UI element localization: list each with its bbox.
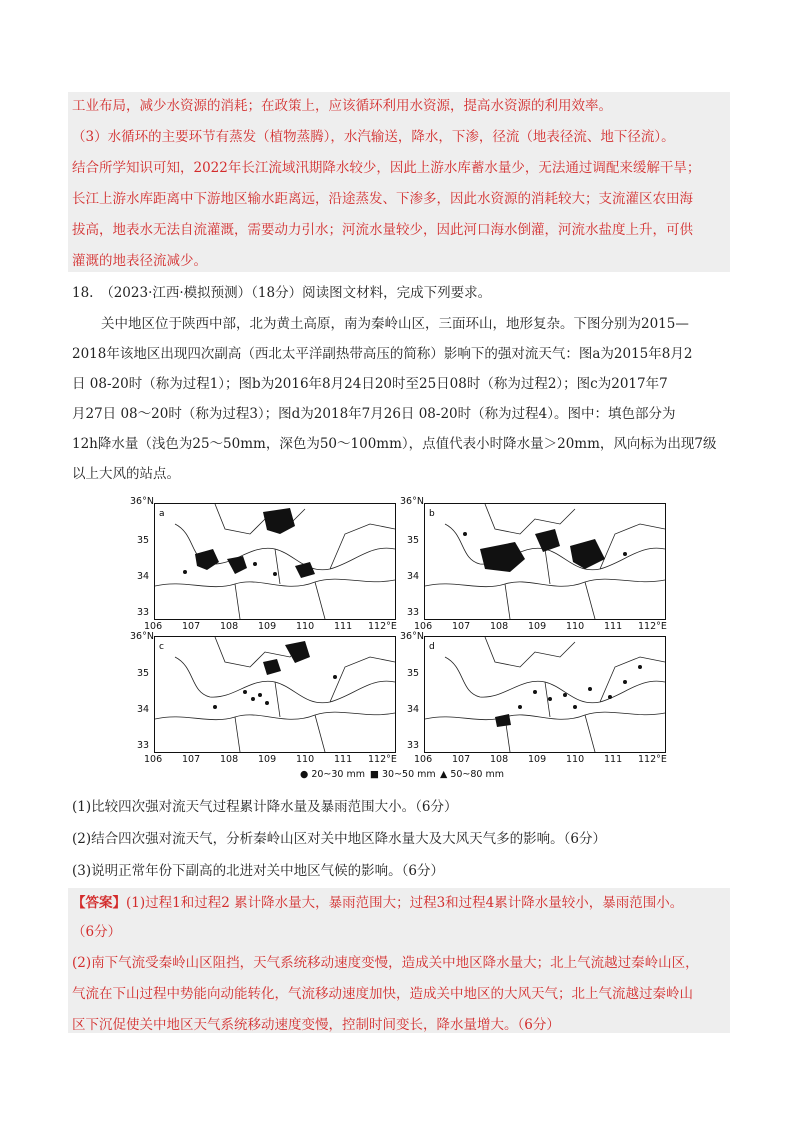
lat-tick: 33: [137, 607, 150, 618]
lon-tick: 110: [296, 621, 315, 632]
lon-tick: 107: [452, 754, 471, 765]
lon-tick: 109: [528, 621, 547, 632]
lon-tick: 112°E: [368, 754, 397, 765]
lon-tick: 112°E: [368, 621, 397, 632]
answer-line: （6分）: [72, 924, 122, 940]
lon-tick: 107: [182, 754, 201, 765]
lon-tick: 111: [604, 621, 623, 632]
legend-label: 50~80 mm: [450, 769, 504, 780]
legend-square: ■ 30~50 mm: [370, 769, 436, 780]
map-d-svg: [425, 637, 665, 752]
lon-tick: 112°E: [638, 621, 667, 632]
legend-label: 30~50 mm: [382, 769, 436, 780]
lat-tick: 34: [407, 571, 420, 582]
lat-tick: 33: [407, 740, 420, 751]
subquestion-3: (3)说明正常年份下副高的北进对关中地区气候的影响。（6分）: [72, 863, 444, 879]
lon-tick: 110: [566, 621, 585, 632]
lon-tick: 106: [414, 621, 433, 632]
map-b-lat-36: 36°N: [400, 496, 424, 507]
subquestion-1: (1)比较四次强对流天气过程累计降水量及暴雨范围大小。（6分）: [72, 799, 458, 815]
material-line: 2018年该地区出现四次副高（西北太平洋副热带高压的简称）影响下的强对流天气：图a为2015年8月2: [72, 346, 693, 362]
lon-tick: 106: [144, 754, 163, 765]
map-d-lat-36: 36°N: [400, 631, 424, 642]
lon-tick: 109: [258, 621, 277, 632]
prev-answer-line: 长江上游水库距离中下游地区输水距离远，沿途蒸发、下渗多，因此水资源的消耗较大；支流灌区农田海: [72, 191, 693, 207]
precipitation-maps-figure: [130, 493, 670, 783]
prev-answer-line: 工业布局，减少水资源的消耗；在政策上，应该循环利用水资源，提高水资源的利用效率。: [72, 98, 612, 114]
material-line: 以上大风的站点。: [72, 466, 180, 482]
answer-tag: 【答案】: [72, 895, 126, 911]
answer-text: (1)过程1和过程2 累计降水量大，暴雨范围大；过程3和过程4累计降水量较小，暴雨范围小。: [126, 895, 684, 911]
lat-tick: 34: [407, 704, 420, 715]
answer-line: 区下沉促使关中地区天气系统移动速度变慢，控制时间变长，降水量增大。（6分）: [72, 1017, 560, 1033]
map-a-svg: [155, 504, 395, 619]
lon-tick: 111: [334, 754, 353, 765]
lat-tick: 35: [407, 668, 420, 679]
lat-tick: 34: [137, 571, 150, 582]
map-b-svg: [425, 504, 665, 619]
material-line: 12h降水量（浅色为25～50mm，深色为50～100mm），点值代表小时降水量＞20mm，风向标为出现7级: [72, 436, 717, 452]
lon-tick: 109: [528, 754, 547, 765]
lon-tick: 111: [334, 621, 353, 632]
map-panel-label: c: [159, 642, 164, 652]
lat-tick: 33: [407, 607, 420, 618]
map-panel-label: b: [429, 509, 435, 519]
legend-label: 20~30 mm: [311, 769, 365, 780]
lat-tick: 35: [137, 535, 150, 546]
prev-answer-line: 灌溉的地表径流减少。: [72, 253, 207, 269]
material-line: 日 08-20时（称为过程1）；图b为2016年8月24日20时至25日08时（称为过程2）；图c为2017年7: [72, 376, 668, 392]
map-panel-label: d: [429, 642, 435, 652]
lon-tick: 110: [566, 754, 585, 765]
lon-tick: 108: [490, 754, 509, 765]
lon-tick: 107: [182, 621, 201, 632]
question-header: 18. （2023·江西·模拟预测）（18分）阅读图文材料，完成下列要求。: [72, 285, 492, 301]
lon-tick: 108: [490, 621, 509, 632]
lat-tick: 35: [407, 535, 420, 546]
lon-tick: 108: [220, 754, 239, 765]
map-c-lat-36: 36°N: [130, 631, 154, 642]
prev-answer-line: （3）水循环的主要环节有蒸发（植物蒸腾），水汽输送，降水，下渗，径流（地表径流、地下径流）。: [72, 129, 675, 145]
lat-tick: 34: [137, 704, 150, 715]
lon-tick: 109: [258, 754, 277, 765]
map-panel-a: [154, 503, 396, 620]
map-panel-b: [424, 503, 666, 620]
lon-tick: 112°E: [638, 754, 667, 765]
legend-circle: ● 20~30 mm: [300, 769, 365, 780]
answer-line: 气流在下山过程中势能向动能转化，气流移动速度加快，造成关中地区的大风天气；北上气流越过秦岭山: [72, 986, 693, 1002]
prev-answer-line: 结合所学知识可知，2022年长江流域汛期降水较少，因此上游水库蓄水量少，无法通过调配来缓解干旱；: [72, 160, 701, 176]
lat-tick: 35: [137, 668, 150, 679]
lon-tick: 107: [452, 621, 471, 632]
map-panel-d: [424, 636, 666, 753]
material-line: 关中地区位于陕西中部，北为黄土高原，南为秦岭山区，三面环山，地形复杂。下图分别为2015—: [101, 316, 689, 332]
lat-tick: 33: [137, 740, 150, 751]
map-panel-label: a: [159, 509, 165, 519]
material-line: 月27日 08～20时（称为过程3）；图d为2018年7月26日 08-20时（称为过程4）。图中：填色部分为: [72, 406, 676, 422]
answer-line-1: [72, 893, 683, 913]
previous-answer-block: [68, 92, 730, 272]
legend-triangle: ▲ 50~80 mm: [440, 769, 504, 780]
lon-tick: 108: [220, 621, 239, 632]
map-a-lat-36: 36°N: [130, 496, 154, 507]
answer-line: (2)南下气流受秦岭山区阻挡，天气系统移动速度变慢，造成关中地区降水量大；北上气流越过秦岭山区，: [72, 955, 699, 971]
map-c-svg: [155, 637, 395, 752]
subquestion-2: (2)结合四次强对流天气，分析秦岭山区对关中地区降水量大及大风天气多的影响。（6分）: [72, 831, 606, 847]
lon-tick: 106: [414, 754, 433, 765]
lon-tick: 106: [144, 621, 163, 632]
prev-answer-line: 拔高，地表水无法自流灌溉，需要动力引水；河流水量较少，因此河口海水倒灌，河流水盐度上升，可供: [72, 222, 693, 238]
lon-tick: 111: [604, 754, 623, 765]
map-panel-c: [154, 636, 396, 753]
lon-tick: 110: [296, 754, 315, 765]
